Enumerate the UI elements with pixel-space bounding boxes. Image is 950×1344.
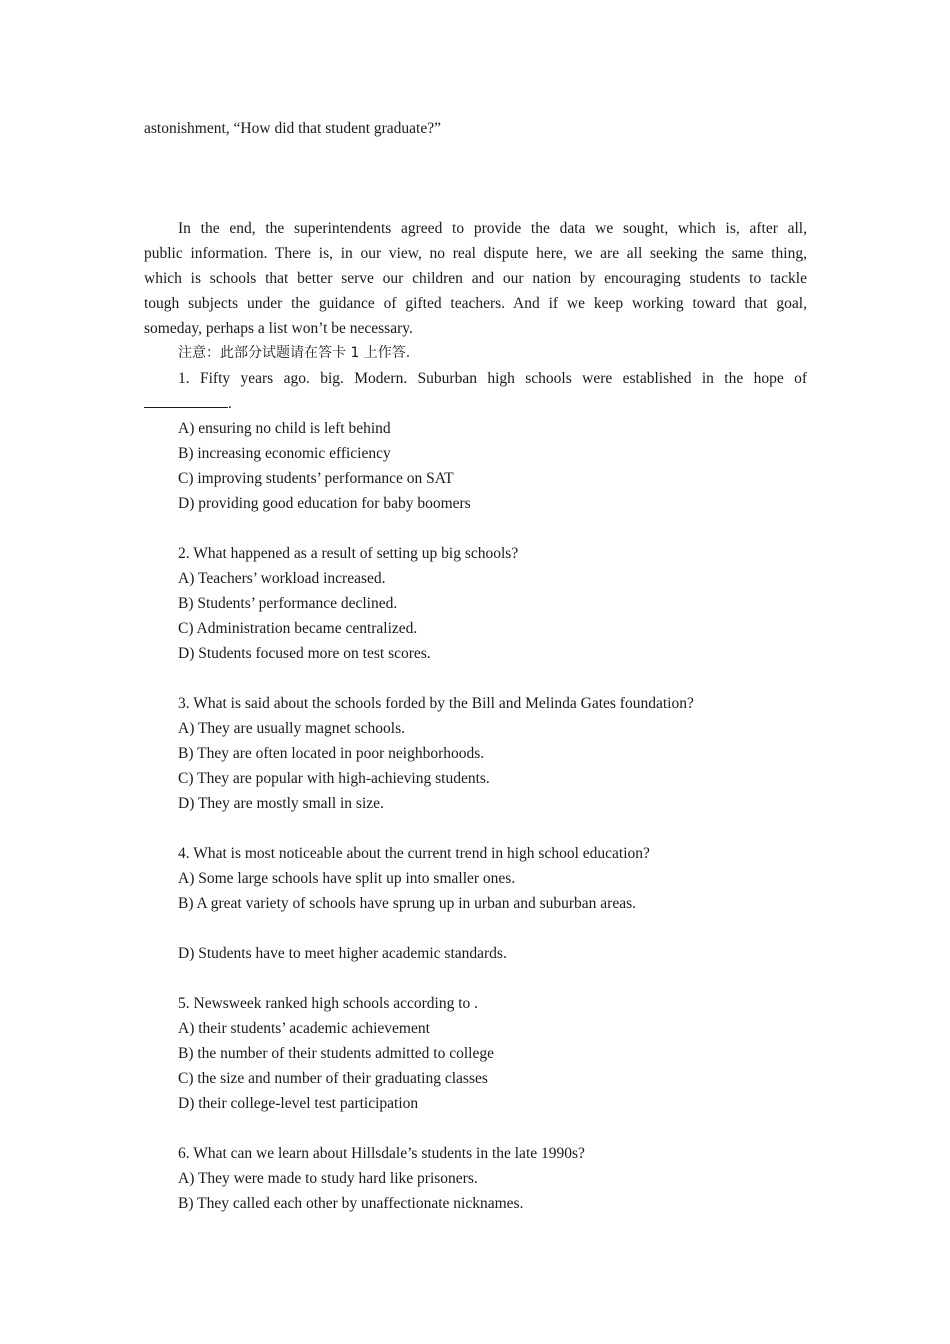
option: D) their college-level test participation: [178, 1095, 419, 1112]
paragraph-line: which is schools that better serve our children and our nation by encouraging students to tackle: [144, 270, 807, 287]
option: B) the number of their students admitted to college: [178, 1045, 494, 1062]
question-blank-line: [144, 391, 807, 416]
document-page: [144, 116, 807, 1216]
option: A) They were made to study hard like prisoners.: [178, 1170, 478, 1187]
option: D) They are mostly small in size.: [178, 795, 384, 812]
option: B) increasing economic efficiency: [178, 445, 391, 462]
option: C) the size and number of their graduating classes: [178, 1070, 488, 1087]
spacer: [144, 666, 807, 691]
question-stem: 3. What is said about the schools forded by the Bill and Melinda Gates foundation?: [178, 695, 694, 712]
question-1: [144, 366, 807, 516]
question-4: [144, 841, 807, 966]
question-2: [144, 541, 807, 666]
question-stem: 1. Fifty years ago. big. Modern. Suburban high schools were established in the hope of: [178, 370, 807, 387]
question-6: [144, 1141, 807, 1216]
spacer: [144, 916, 807, 941]
option: B) They called each other by unaffectionate nicknames.: [178, 1195, 524, 1212]
question-stem: 4. What is most noticeable about the current trend in high school education?: [178, 845, 650, 862]
spacer: [144, 966, 807, 991]
spacer: [144, 516, 807, 541]
option: D) Students have to meet higher academic standards.: [178, 945, 507, 962]
question-3: [144, 691, 807, 816]
question-stem: 6. What can we learn about Hillsdale’s students in the late 1990s?: [178, 1145, 585, 1162]
option: C) They are popular with high-achieving students.: [178, 770, 490, 787]
option: C) Administration became centralized.: [178, 620, 418, 637]
paragraph-line: public information. There is, in our view, no real dispute here, we are all seeking the same thing,: [144, 245, 807, 262]
stem-tail: .: [228, 395, 232, 412]
paragraph-line: In the end, the superintendents agreed to provide the data we sought, which is, after all,: [178, 220, 807, 237]
option: D) Students focused more on test scores.: [178, 645, 431, 662]
option: C) improving students’ performance on SAT: [178, 470, 454, 487]
paragraph-line: tough subjects under the guidance of gifted teachers. And if we keep working toward that goal,: [144, 295, 807, 312]
option: B) They are often located in poor neighborhoods.: [178, 745, 485, 762]
option: B) A great variety of schools have sprung up in urban and suburban areas.: [178, 895, 636, 912]
option: A) Teachers’ workload increased.: [178, 570, 386, 587]
question-stem: 2. What happened as a result of setting up big schools?: [178, 545, 519, 562]
option: A) their students’ academic achievement: [178, 1020, 430, 1037]
answer-blank: [144, 393, 228, 408]
answer-sheet-notice: 注意：此部分试题请在答卡 1 上作答.: [178, 345, 411, 361]
question-stem: 5. Newsweek ranked high schools according to .: [178, 995, 479, 1012]
option: B) Students’ performance declined.: [178, 595, 398, 612]
spacer: [144, 1116, 807, 1141]
option: A) ensuring no child is left behind: [178, 420, 391, 437]
spacer: [144, 141, 807, 216]
option: A) They are usually magnet schools.: [178, 720, 405, 737]
option: D) providing good education for baby boomers: [178, 495, 471, 512]
intro-tail: astonishment, “How did that student graduate?”: [144, 120, 442, 137]
spacer: [144, 816, 807, 841]
option: A) Some large schools have split up into smaller ones.: [178, 870, 516, 887]
paragraph-line: someday, perhaps a list won’t be necessary.: [144, 320, 413, 337]
closing-paragraph: [144, 216, 807, 341]
question-5: [144, 991, 807, 1116]
